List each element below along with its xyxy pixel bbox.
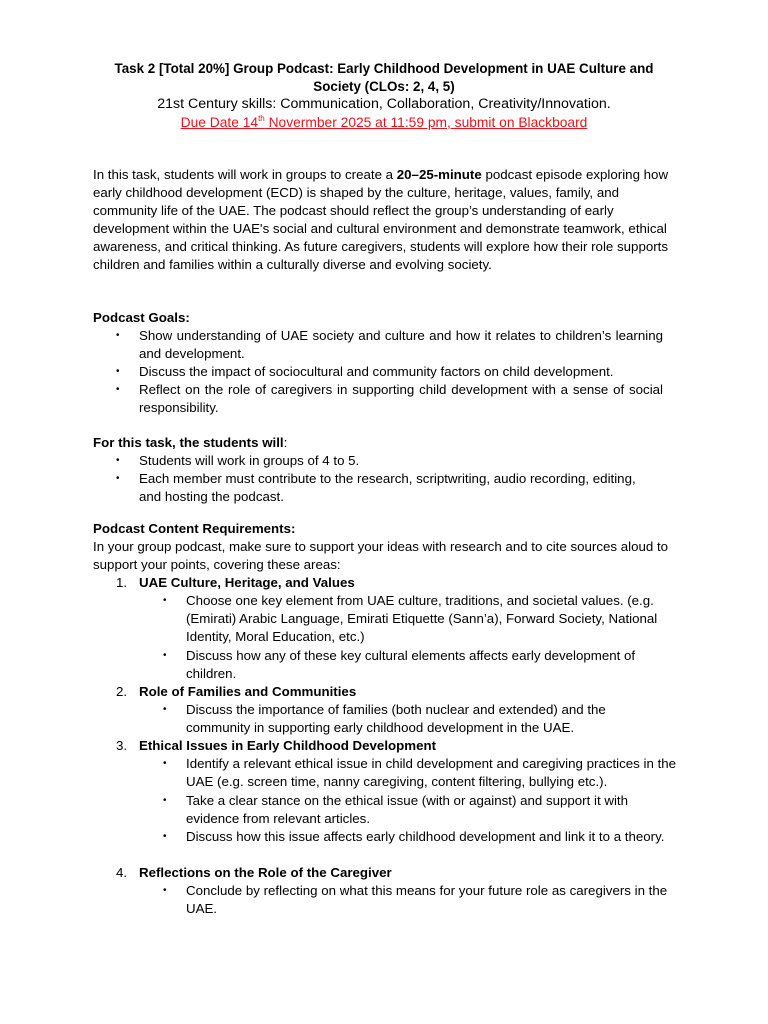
section-number: 3. — [116, 738, 128, 753]
task-item: Each member must contribute to the research, scriptwriting, audio recording, editing, and hosting the podcast. — [139, 471, 636, 504]
task-heading-text: For this task, the students will — [93, 435, 284, 450]
bullet-dot: • — [163, 885, 167, 896]
bullet-dot: • — [163, 704, 167, 715]
bullet-dot: • — [116, 473, 120, 484]
bullet-dot: • — [163, 795, 167, 806]
bullet-dot: • — [116, 455, 120, 466]
section-number: 1. — [116, 575, 128, 590]
bullet-dot: • — [163, 650, 167, 661]
goal-item: Show understanding of UAE society and culture and how it relates to children’s learning and development. — [139, 328, 663, 361]
section-item: Take a clear stance on the ethical issue (with or against) and support it with evidence from relevant articles. — [186, 793, 628, 826]
due-date-suffix: Novermber 2025 at 11:59 pm, submit on Blackboard — [264, 115, 588, 130]
goal-item: Discuss the impact of sociocultural and community factors on child development. — [139, 364, 614, 379]
bullet-dot: • — [163, 595, 167, 606]
section-item: Identify a relevant ethical issue in child development and caregiving practices in the UAE (e.g. screen time, nanny caregiving, content filtering, bullying etc.). — [186, 756, 677, 789]
task-heading — [93, 434, 287, 452]
section-title: Role of Families and Communities — [139, 684, 357, 699]
goal-item: Reflect on the role of caregivers in supporting child development with a sense of social responsibility. — [139, 382, 663, 415]
section-number: 2. — [116, 684, 128, 699]
due-date — [0, 114, 768, 130]
bullet-dot: • — [163, 831, 167, 842]
bullet-dot: • — [116, 330, 120, 341]
intro-duration: 20–25-minute — [396, 167, 482, 182]
skills-line: 21st Century skills: Communication, Collaboration, Creativity/Innovation. — [157, 96, 611, 112]
content-heading: Podcast Content Requirements: — [93, 521, 296, 536]
section-number: 4. — [116, 865, 128, 880]
due-date-prefix: Due Date 14 — [180, 115, 259, 130]
title-line-1: Task 2 [Total 20%] Group Podcast: Early Childhood Development in UAE Culture and — [114, 61, 654, 76]
bullet-dot: • — [116, 366, 120, 377]
section-item: Discuss how any of these key cultural elements affects early development of children. — [186, 648, 636, 681]
goals-heading: Podcast Goals: — [93, 310, 190, 325]
bullet-dot: • — [116, 384, 120, 395]
task-item: Students will work in groups of 4 to 5. — [139, 453, 360, 468]
due-date-sup: th — [258, 114, 265, 123]
bullet-dot: • — [163, 758, 167, 769]
section-title: UAE Culture, Heritage, and Values — [139, 575, 355, 590]
intro-paragraph — [93, 166, 678, 274]
task-heading-colon: : — [283, 435, 288, 450]
intro-after: podcast episode exploring how early childhood development (ECD) is shaped by the culture, heritage, values, family, and community life of the UAE. The podcast should reflect the group’s understanding of early development within the UAE's social and cultural environment and demonstrate teamwork, ethical awareness, and critical thinking. As future caregivers, students will explore how their role supports children and families within a culturally diverse and evolving society. — [93, 167, 669, 272]
section-item: Conclude by reflecting on what this means for your future role as caregivers in the UAE. — [186, 883, 668, 916]
title-line-2: Society (CLOs: 2, 4, 5) — [313, 79, 455, 94]
section-item: Discuss the importance of families (both nuclear and extended) and the community in supporting early childhood development in the UAE. — [186, 702, 606, 735]
section-item: Choose one key element from UAE culture, traditions, and societal values. (e.g. (Emirati) Arabic Language, Emirati Etiquette (Sann’a), Forward Society, National Identity, Moral Education, etc.) — [186, 593, 658, 644]
content-intro: In your group podcast, make sure to support your ideas with research and to cite sources aloud to support your points, covering these areas: — [93, 539, 669, 572]
section-title: Reflections on the Role of the Caregiver — [139, 865, 392, 880]
section-title: Ethical Issues in Early Childhood Development — [139, 738, 437, 753]
section-item: Discuss how this issue affects early childhood development and link it to a theory. — [186, 829, 665, 844]
intro-before: In this task, students will work in groups to create a — [93, 167, 397, 182]
